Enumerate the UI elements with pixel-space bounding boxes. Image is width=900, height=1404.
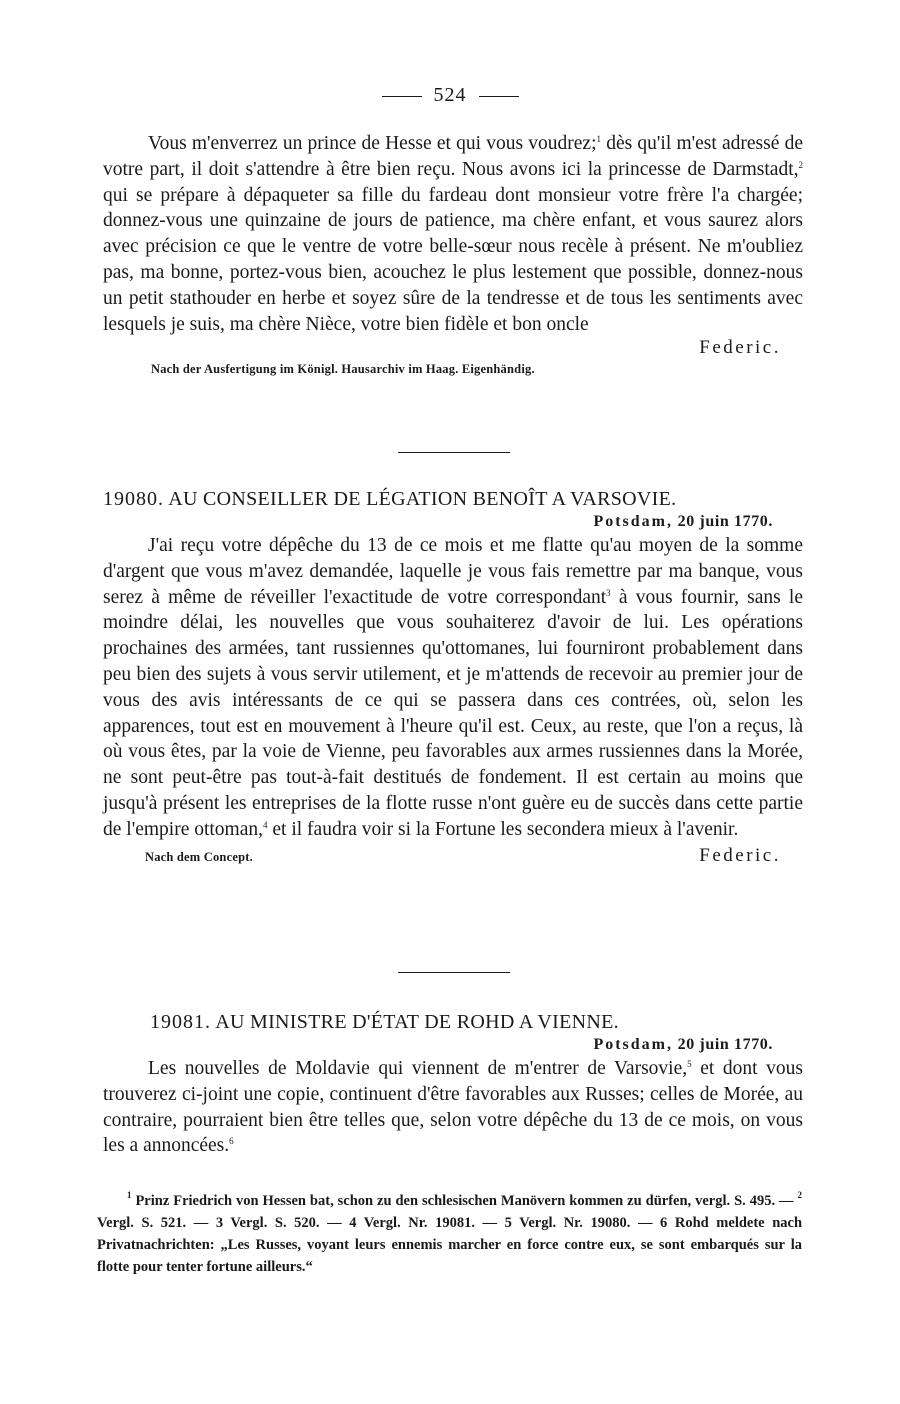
footnote-ref-6: 6	[229, 1136, 234, 1147]
footnote-marker-3: 3	[215, 1215, 224, 1231]
section-divider-1	[398, 452, 510, 453]
footnotes	[97, 1190, 802, 1278]
letter-1-text-c: qui se prépare à dépaqueter sa fille du fardeau dont monsieur votre frère l'a chargée; donnez-vous une quinzaine de jours de patience, ma chère enfant, et vous saurez alors avec précision ce que le ventre de votre belle-sœur nous recèle à présent. Ne m'oubliez pas, ma bonne, portez-vous bien, acouchez le plus lestement que possible, donnez-nous un petit stathouder en herbe et soyez sûre de la tendresse et de tous les sentiments avec lesquels je suis, ma chère Nièce, votre bien fidèle et bon oncle	[103, 184, 803, 335]
letter-2-text-c: et il faudra voir si la Fortune les secondera mieux à l'avenir.	[267, 818, 739, 840]
footnote-3: Vergl. S. 520. —	[223, 1215, 350, 1231]
letter-1-text-b: dès qu'il m'est adressé de votre part, il doit s'attendre à être bien reçu. Nous avons ici la princesse de Darmstadt,	[103, 133, 803, 180]
footnote-marker-4: 4	[349, 1215, 357, 1231]
page-number: 524	[433, 84, 467, 106]
letter-1-body	[103, 131, 803, 337]
letter-2-source-note: Nach dem Concept.	[145, 849, 253, 864]
header-dash-right	[479, 96, 519, 97]
letter-3-body	[103, 1056, 803, 1159]
footnote-ref-2: 2	[798, 159, 803, 170]
footnote-marker-1: 1	[127, 1190, 132, 1200]
footnote-ref-5: 5	[687, 1059, 692, 1069]
footnote-2: Vergl. S. 521. —	[97, 1215, 216, 1231]
footnote-ref-4: 4	[263, 819, 268, 830]
letter-3-date: 20 juin 1770.	[677, 1036, 773, 1053]
letter-1	[103, 131, 803, 377]
footnote-1: Prinz Friedrich von Hessen bat, schon zu den schlesischen Manövern kommen zu dürfen, vergl. S. 495. —	[131, 1193, 798, 1209]
letter-2-body	[103, 533, 803, 843]
letter-2-heading	[103, 488, 803, 511]
letter-2-footer	[103, 845, 803, 867]
letter-2-number: 19080.	[103, 488, 164, 510]
letter-3-number: 19081.	[150, 1011, 211, 1033]
letter-3-place: Potsdam,	[593, 1036, 674, 1053]
letter-2-date: 20 juin 1770.	[677, 513, 773, 530]
letter-3-place-date	[103, 1036, 773, 1054]
letter-3-text-b: et dont vous trouverez ci-joint une copie, continuent d'être favorables aux Russes; celles de Morée, au contraire, pourraient bien être telles que, selon votre dépêche du 13 de ce mois, on vous les a annoncées.	[103, 1058, 803, 1157]
letter-2-signature: Federic.	[699, 844, 781, 866]
footnote-6: Rohd meldete nach Privatnachrichten: „Les Russes, voyant leurs ennemis marcher en force contre eux, se sont embarqués sur la flotte pour tenter fortune ailleurs.“	[97, 1215, 803, 1275]
footnote-4: Vergl. Nr. 19081. —	[356, 1215, 505, 1231]
footnote-5: Vergl. Nr. 19080. —	[511, 1215, 661, 1231]
footnote-ref-3: 3	[606, 587, 611, 598]
footnote-ref-1: 1	[596, 134, 602, 144]
letter-2	[103, 488, 803, 867]
section-divider-2	[398, 972, 510, 973]
letter-1-source-note: Nach der Ausfertigung im Königl. Hausarchiv im Haag. Eigenhändig.	[151, 362, 535, 377]
page-header	[0, 84, 900, 107]
letter-3-text-a: Les nouvelles de Moldavie qui viennent de m'entrer de Varsovie,	[148, 1058, 688, 1079]
footnote-marker-5: 5	[504, 1215, 512, 1231]
footnote-marker-6: 6	[660, 1215, 668, 1231]
footnote-marker-2: 2	[797, 1190, 802, 1200]
letter-2-place-date	[103, 513, 773, 531]
letter-1-text-a: Vous m'enverrez un prince de Hesse et qui vous voudrez;	[148, 133, 597, 154]
letter-2-text-b: à vous fournir, sans le moindre délai, les nouvelles que vous souhaiterez d'avoir de lui. Les opérations prochaines des armées, tant russiennes qu'ottomanes, lui fourniront probablement dans peu bien des sujets à vous servir utilement, et je m'attends de recevoir au premier jour de vous des avis intéressants de ce qui se passera dans ces contrées, où, selon les apparences, tout est en mouvement à l'heure qu'il est. Ceux, au reste, que l'on a reçus, là où vous êtes, par la voie de Vienne, peu favorables aux armes russiennes dans la Morée, ne sont peut-être pas tout-à-fait destitués de fondement. Il est certain au moins que jusqu'à présent les entreprises de la flotte russe n'ont guère eu de succès dans cette partie de l'empire ottoman,	[103, 586, 803, 840]
letter-2-title: AU CONSEILLER DE LÉGATION BENOÎT A VARSOVIE.	[168, 488, 677, 510]
letter-3	[103, 1011, 803, 1159]
letter-2-text-a: J'ai reçu votre dépêche du 13 de ce mois et me flatte qu'au moyen de la somme d'argent que vous m'avez demandée, laquelle je vous fais remettre par ma banque, vous serez à même de réveiller l'exactitude de votre correspondant	[103, 535, 803, 608]
letter-3-title: AU MINISTRE D'ÉTAT DE ROHD A VIENNE.	[215, 1011, 619, 1033]
letter-1-signature: Federic.	[699, 337, 781, 359]
letter-2-place: Potsdam,	[593, 513, 674, 530]
letter-3-heading	[150, 1011, 803, 1034]
header-dash-left	[382, 96, 422, 97]
